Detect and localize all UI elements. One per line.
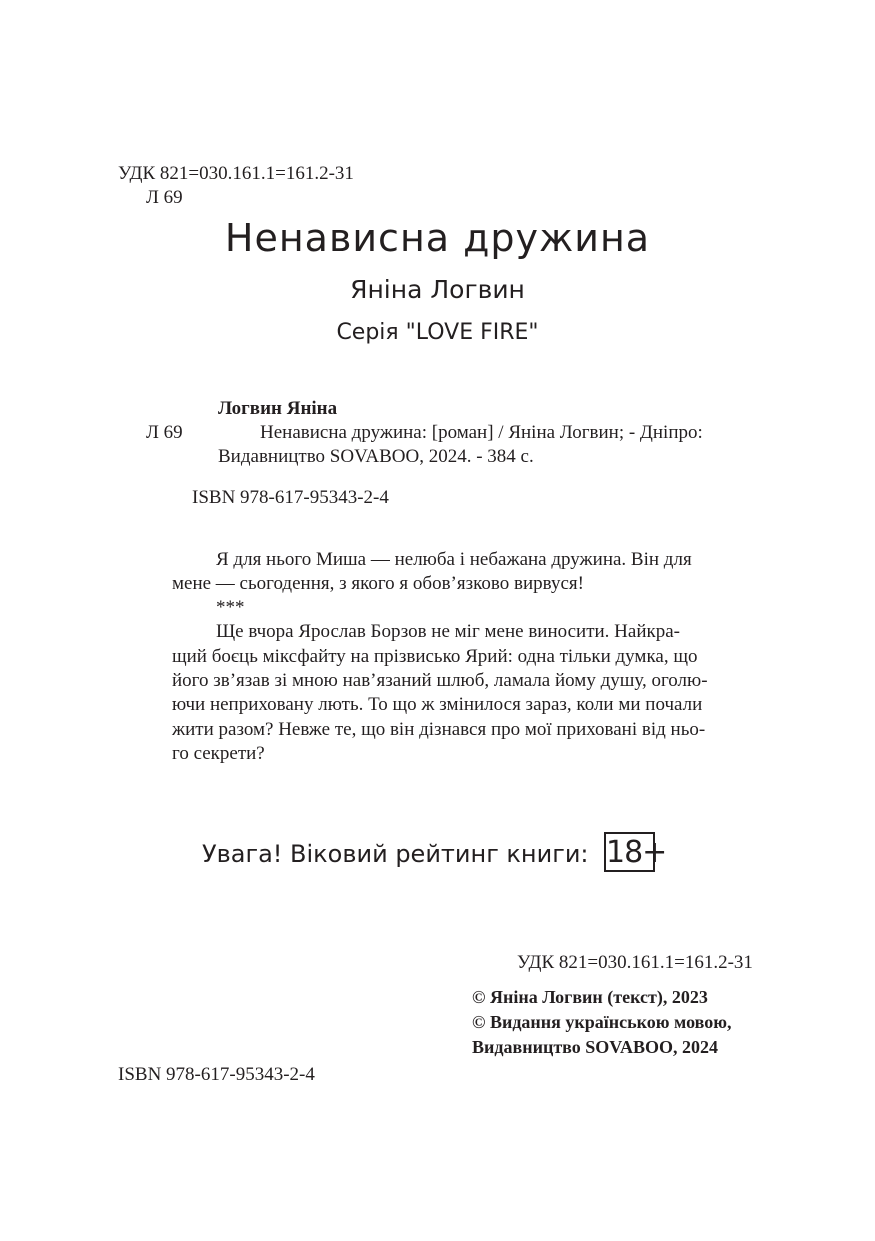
- catalog-isbn: ISBN 978-617-95343-2-4: [192, 487, 389, 508]
- udk-code: УДК 821=030.161.1=161.2-31: [118, 163, 354, 184]
- annotation-line: ючи неприховану лють. То що ж змінилося зараз, коли ми почали: [172, 694, 703, 715]
- annotation-line: го секрети?: [172, 743, 265, 764]
- udk-code-footer: УДК 821=030.161.1=161.2-31: [517, 952, 753, 973]
- annotation-line: його зв’язав зі мною нав’язаний шлюб, ламала йому душу, оголю-: [172, 670, 708, 691]
- catalog-description-line: Ненависна дружина: [роман] / Яніна Логвин; - Дніпро:: [260, 422, 703, 443]
- copyright-edition: © Видання українською мовою,: [472, 1012, 732, 1032]
- annotation-line: мене — сьогодення, з якого я обов’язково вирвуся!: [172, 573, 584, 594]
- copyright-publisher: Видавництво SOVABOO, 2024: [472, 1037, 718, 1057]
- annotation-line: жити разом? Невже те, що він дізнався про мої приховані від ньо-: [172, 719, 706, 740]
- series-label: Серія "LOVE FIRE": [336, 320, 539, 345]
- catalog-index: Л 69: [146, 422, 183, 443]
- age-rating-warning: Увага! Віковий рейтинг книги:: [202, 840, 589, 868]
- isbn-footer: ISBN 978-617-95343-2-4: [118, 1064, 315, 1085]
- annotation-separator: ***: [216, 597, 245, 618]
- copyright-text: © Яніна Логвин (текст), 2023: [472, 987, 708, 1007]
- annotation-line: Я для нього Миша — нелюба і небажана дружина. Він для: [216, 549, 692, 570]
- catalog-author: Логвин Яніна: [218, 398, 338, 419]
- catalog-description-line: Видавництво SOVABOO, 2024. - 384 с.: [218, 446, 534, 467]
- age-rating-badge: 18+: [604, 832, 655, 872]
- author-index: Л 69: [146, 187, 183, 208]
- author-name: Яніна Логвин: [350, 275, 525, 304]
- annotation-line: Ще вчора Ярослав Борзов не міг мене виносити. Найкра-: [216, 621, 680, 642]
- annotation-line: щий боєць міксфайту на прізвисько Ярий: одна тільки думка, що: [172, 646, 698, 667]
- book-title: Ненависна дружина: [224, 216, 651, 260]
